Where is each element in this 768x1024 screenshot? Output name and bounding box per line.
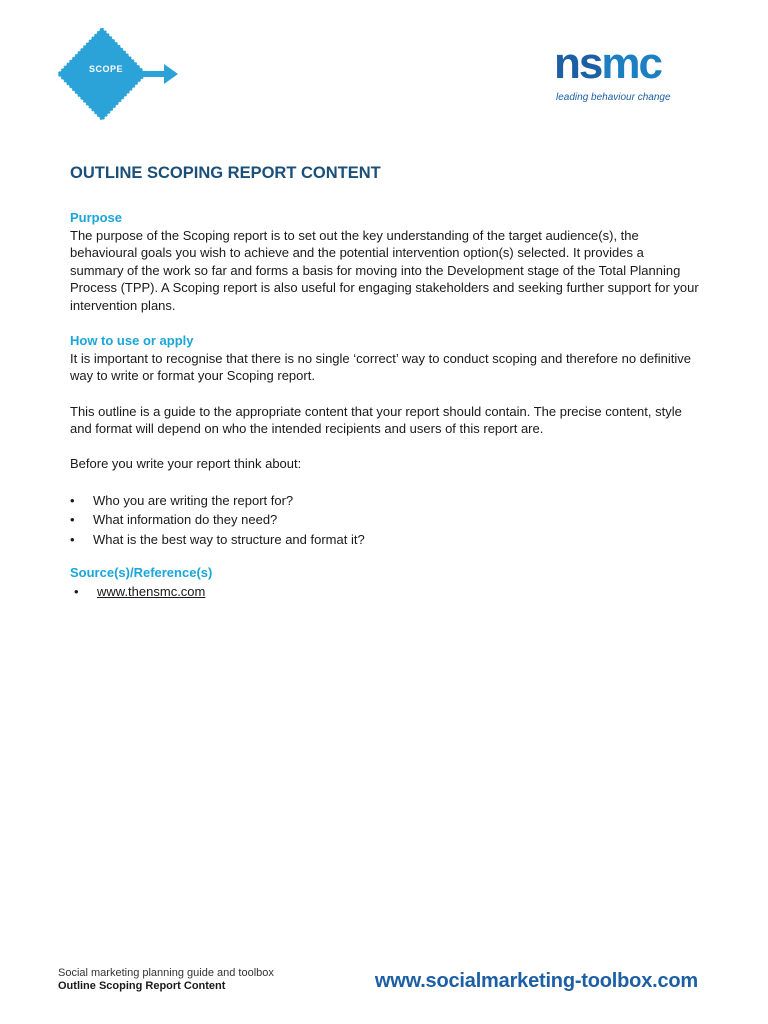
page-title: OUTLINE SCOPING REPORT CONTENT: [70, 164, 381, 182]
footer-document-title: Outline Scoping Report Content: [58, 980, 226, 992]
how-to-paragraph-1: It is important to recognise that there is no single ‘correct’ way to conduct scoping and therefore no definitive way to write or format your Scoping report.: [70, 350, 691, 384]
scope-logo-text: SCOPE: [88, 64, 123, 74]
sources-list: [70, 582, 700, 602]
purpose-paragraph: The purpose of the Scoping report is to set out the key understanding of the target audience(s), the behavioural goals you wish to achieve and the potential intervention option(s) selected. It provides a summary of the work so far and forms a basis for moving into the Development stage of the Total Planning Process (TPP). A Scoping report is also useful for engaging stakeholders and seeking further support for your intervention plans.: [70, 227, 699, 313]
list-item: • What is the best way to structure and format it?: [70, 530, 700, 550]
footer-website-url[interactable]: www.socialmarketing-toolbox.com: [374, 970, 698, 992]
nsmc-tagline: leading behaviour change: [556, 92, 671, 103]
scope-diamond-arrow-icon: [58, 28, 180, 120]
nsmc-logo: [554, 39, 696, 106]
list-item: [70, 582, 700, 602]
footer-text: [58, 967, 274, 993]
think-about-list: [70, 491, 700, 550]
document-body: [70, 163, 700, 601]
nsmc-wordmark-mc: mc: [601, 39, 661, 88]
how-to-heading: How to use or apply: [70, 333, 194, 349]
scope-logo: [58, 28, 180, 120]
how-to-paragraph-2: This outline is a guide to the appropriate content that your report should contain. The precise content, style and format will depend on who the intended recipients and users of this report are.: [70, 403, 682, 437]
footer-guide-title: Social marketing planning guide and toolbox: [58, 967, 274, 979]
nsmc-wordmark: [554, 39, 661, 88]
nsmc-website-link[interactable]: www.thensmc.com: [97, 583, 206, 599]
how-to-paragraph-3: Before you write your report think about:: [70, 456, 302, 472]
list-item: • Who you are writing the report for?: [70, 491, 700, 511]
nsmc-wordmark-ns: ns: [554, 39, 602, 88]
sources-heading: Source(s)/Reference(s): [70, 565, 213, 580]
purpose-heading: Purpose: [70, 210, 123, 225]
list-item: • What information do they need?: [70, 510, 700, 530]
